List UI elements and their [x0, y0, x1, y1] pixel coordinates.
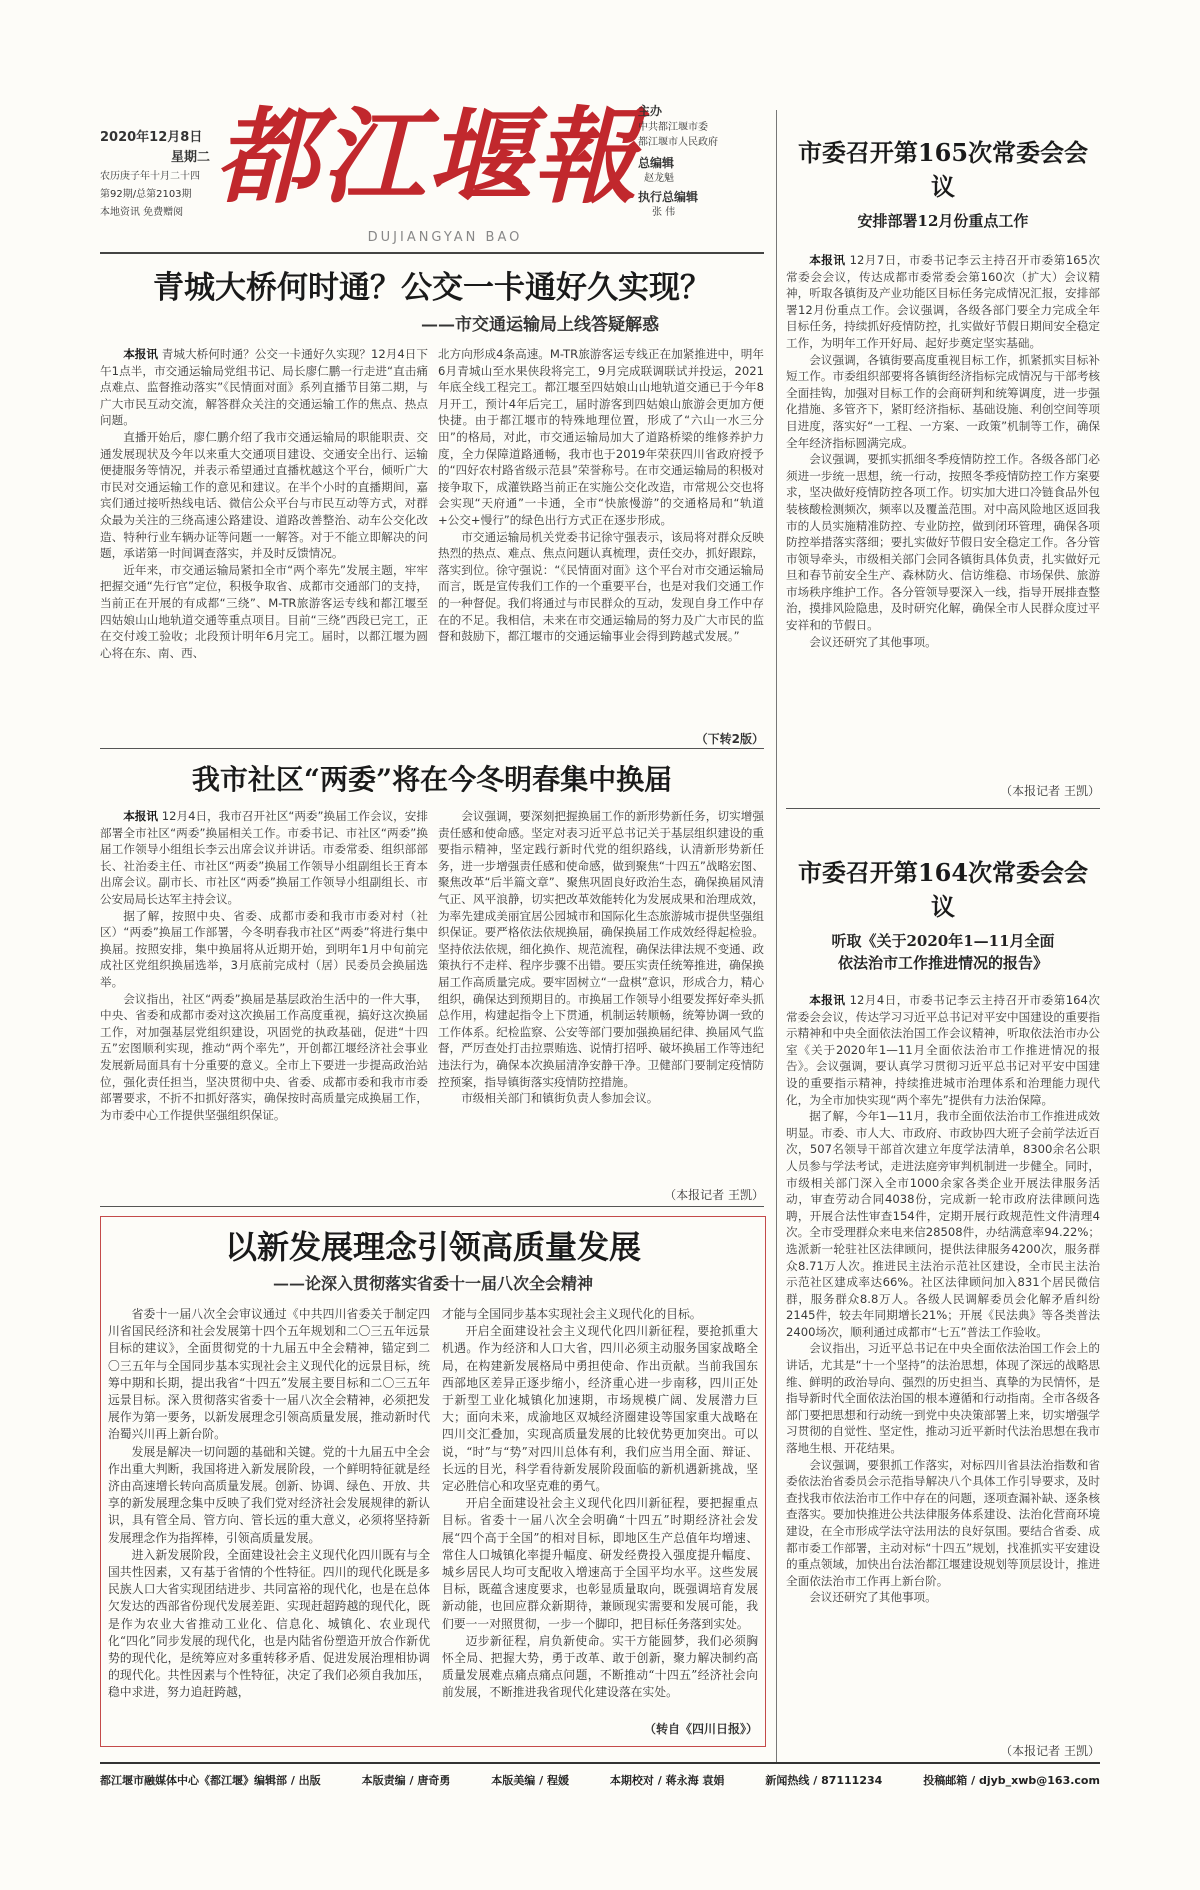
commentary-headline: 以新发展理念引领高质量发展 [224, 1228, 641, 1266]
footer-rule [100, 1762, 1100, 1764]
footer-editor: 本版责编 / 唐奇勇 [361, 1774, 451, 1787]
bridge-col-1: 本报讯 青城大桥何时通？公交一卡通好久实现？12月4日下午1点半，市交通运输局党组书记、局长廖仁鹏一行走进“直击痛点难点、监督推动落实”《民情面对面》系列直播节目第二期，与广大市民互动交流，解答群众关注的交通运输工作的焦点、热点问题。 直播开始后，廖仁鹏介绍了我市交通运输局的职能职责、交通发展现状及今年以来重大交通项目建设、交通安全出行、运输便捷服务等情况，并表示希望通过直播枕越这个平台，倾听广大市民对交通运输工作的意见和建议。在半个小时的直播期间，嘉宾们通过接听热线电话、微信公众平台与市民互动等方式，对群众最为关注的三绕高速公路建设、道路改善整治、动车公交化改造、特种行业车辆办证等问题一一解答。对于不能立即解决的问题，承诺第一时间调查落实，并及时反馈情况。 近年来，市交通运输局紧扣全市“两个率先”发展主题，牢牢把握交通“先行官”定位，积极争取省、成都市交通部门的支持，当前正在开展的有成都“三绕”、M-TR旅游客运专线和都江堰至四姑娘山山地轨道交通等重点项目。目前“三绕”西段已完工，正在交付竣工验收；北段预计明年6月完工。届时，以都江堰为圆心将在东、南、西、 [100, 347, 428, 660]
issue-lunar: 农历庚子年十月二十四 [100, 171, 200, 182]
exec-name: 张 伟 [652, 207, 676, 218]
law-byline: （本报记者 王凯） [1000, 1744, 1100, 1758]
community-byline: （本报记者 王凯） [664, 1188, 764, 1202]
council-lead: 本报讯 [809, 253, 846, 267]
exec-label: 执行总编辑 [638, 190, 699, 204]
issue-notice: 本地资讯 免费赠阅 [100, 207, 184, 218]
divider-right [786, 808, 1100, 809]
column-separator [776, 110, 777, 1762]
masthead-rule [100, 252, 764, 254]
bridge-lead: 本报讯 [123, 347, 159, 361]
commentary-subhead: ——论深入贯彻落实省委十一届八次全会精神 [272, 1274, 593, 1293]
footer [100, 1770, 1100, 1792]
council-body: 本报讯 12月7日，市委书记李云主持召开市委第165次常委会会议，传达成都市委常委会第160次（扩大）会议精神，听取各镇街及产业功能区目标任务完成情况汇报，安排部署12月份重点工作。会议强调，各级各部门要全力完成全年目标任务，持续抓好疫情防控，扎实做好节假日期间安全稳定工作，为明年工作开好局、起好步奠定坚实基础。 会议强调，各镇街要高度重视目标工作，抓紧抓实目标补短工作。市委组织部要将各镇街经济指标完成情况与干部考核全面挂钩，加强对目标工作的会商研判和统筹调度，进一步强化措施、多管齐下，紧盯经济指标、基础设施、利创空间等项目进度，落实好“一工程、一方案、一政策”机制等工作，确保全年经济指标圆满完成。 会议强调，要抓实抓细冬季疫情防控工作。各级各部门必须进一步统一思想，统一行动，按照冬季疫情防控工作方案要求，坚决做好疫情防控各项工作。切实加大进口冷链食品外包装核酸检测频次，频率以及覆盖范围。对中高风险地区返回我市的人员实施精准防控、专业防控，做到闭环管理，确保各项防控举措落实落细；要扎实做好节假日安全稳定工作。各分管市领导牵头，市级相关部门会同各镇街具体负责，扎实做好元旦和春节前安全生产、森林防火、信访维稳、市场保供、旅游市场秩序维护工作。各分管领导要深入一线，指导开展排查整治，摸排风险隐患，及时研究化解，确保全市人民群众度过平安祥和的节假日。 会议还研究了其他事项。 [786, 253, 1100, 649]
sponsor-label: 主办 [638, 104, 663, 118]
community-col-2: 会议强调，要深刻把握换届工作的新形势新任务，切实增强责任感和使命感。坚定对表习近平总书记关于基层组织建设的重要指示精神，坚定践行新时代党的组织路线，认清新形势新任务，进一步增强责任感和使命感，做到聚焦“十四五”战略宏图、聚焦改革“后半篇文章”、聚焦巩固良好政治生态，确保换届风清气正、风平浪静，切实把改革效能转化为发展成果和治理成效，为率先建成美丽宜居公园城市和国际化生态旅游城市提供坚强组织保证。要严格依法依规换届，确保换届工作成效经得起检验。坚持依法依规，细化换作、规范流程，确保法律法规不变通、政策执行不走样、程序步骤不出错。要压实责任统筹推进，确保换届工作高质量完成。要牢固树立“一盘棋”意识，形成合力，精心组织，确保达到预期目的。市换届工作领导小组要发挥好牵头抓总作用，构建起指令上下贯通，机制运转顺畅，统筹协调一致的工作体系。纪检监察、公安等部门要加强换届纪律、换届风气监督，严厉查处打击拉票贿选、说情打招呼、破坏换届工作等违纪违法行为，确保本次换届清净安静干净。卫健部门要制定疫情防控预案，指导镇街落实疫情防控措施。 市级相关部门和镇街负责人参加会议。 [438, 809, 764, 1106]
community-col-1: 本报讯 12月4日，我市召开社区“两委”换届工作会议，安排部署全市社区“两委”换届相关工作。市委书记、市社区“两委”换届工作领导小组组长李云出席会议并讲话。市委常委、组织部部长、社治委主任、市社区“两委”换届工作领导小组副组长王育本出席会议。副市长、市社区“两委”换届工作领导小组副组长、市公安局局长达军主持会议。 据了解，按照中央、省委、成都市委和我市市委对村（社区）“两委”换届工作部署，今冬明春我市社区“两委”将进行集中换届。按照安排，集中换届将从近期开始，到明年1月中旬前完成社区党组织换届选举，3月底前完成村（居）民委员会换届选举。 会议指出，社区“两委”换届是基层政治生活中的一件大事，中央、省委和成都市委对这次换届工作高度重视，搞好这次换届工作，对加强基层党组织建设，巩固党的执政基础，促进“十四五”宏图顺利实现，推动“两个率先”，开创都江堰经济社会事业发展新局面具有十分重要的意义。全市上下要进一步提高政治站位，强化责任担当，坚决贯彻中央、省委、成都市委和我市市委部署要求，不折不扣抓好落实，确保按时高质量完成换届工作，为市委中心工作提供坚强组织保证。 [100, 809, 428, 1122]
council-subhead: 安排部署12月份重点工作 [857, 212, 1029, 230]
commentary-col-1: 省委十一届八次全会审议通过《中共四川省委关于制定四川省国民经济和社会发展第十四个五年规划和二〇三五年远景目标的建议》，全面贯彻党的十九届五中全会精神，锚定到二〇三五年与全国同步基本实现社会主义现代化的远景目标，统筹中期和长期，提出我省“十四五”发展主要目标和二〇三五年远景目标。深入贯彻落实省委十一届八次全会精神，必须把发展作为第一要务，以新发展理念引领高质量发展，推动新时代治蜀兴川再上新台阶。 发展是解决一切问题的基础和关键。党的十九届五中全会作出重大判断，我国将进入新发展阶段，一个鲜明特征就是经济由高速增长转向高质量发展。创新、协调、绿色、开放、共享的新发展理念集中反映了我们党对经济社会发展规律的新认识，具有管全局、管方向、管长远的重大意义，必须将坚持新发展理念作为指挥棒，引领高质量发展。 进入新发展阶段，全面建设社会主义现代化四川既有与全国共性因素，又有基于省情的个性特征。四川的现代化既是多民族人口大省实现团结进步、共同富裕的现代化，也是在总体欠发达的西部省份现代发展差距、实现赶超跨越的现代化，既是作为农业大省推动工业化、信息化、城镇化、农业现代化“四化”同步发展的现代化，也是内陆省份塑造开放合作新优势的现代化，是统筹应对多重转移矛盾、促进发展治理相协调的现代化。共性因素与个性特征，决定了我们必须自我加压，稳中求进，努力追赶跨越， [108, 1307, 430, 1700]
council-byline: （本报记者 王凯） [1000, 784, 1100, 798]
chief-name: 赵龙魁 [644, 173, 674, 184]
newspaper-pinyin: DUJIANGYAN BAO [367, 230, 523, 245]
divider-2 [100, 1206, 764, 1207]
law-subhead-1: 听取《关于2020年1—11月全面 [831, 932, 1055, 950]
issue-weekday: 星期二 [170, 150, 210, 165]
footer-hotline: 新闻热线 / 87111234 [765, 1774, 883, 1787]
community-lead: 本报讯 [123, 809, 159, 823]
sponsor-2: 都江堰市人民政府 [638, 137, 718, 148]
sponsor-1: 中共都江堰市委 [638, 122, 708, 133]
footer-designer: 本版美编 / 程媛 [491, 1774, 569, 1787]
law-subhead-2: 依法治市工作推进情况的报告》 [837, 954, 1048, 972]
law-body: 本报讯 12月4日，市委书记李云主持召开市委第164次常委会会议，传达学习习近平总书记对平安中国建设的重要指示精神和中央全面依法治国工作会议精神，听取依法治市办公室《关于2020年1—11月全面依法治市工作推进情况的报告》。会议强调，要认真学习贯彻习近平总书记对平安中国建设的重要指示精神，持续推进城市治理体系和治理能力现代化，为全市加快实现“两个率先”提供有力法治保障。 据了解，今年1—11月，我市全面依法治市工作推进成效明显。市委、市人大、市政府、市政协四大班子会前学法近百次，507名领导干部首次建立年度学法清单，8300余名公职人员参与学法考试，走进法庭旁审判机制进一步健全。同时，市级相关部门深入全市1000余家各类企业开展法律服务活动，审查劳动合同4038份，完成新一轮市政府法律顾问选聘，开展合法性审查154件，定期开展行政规范性文件清理4次。全市受理群众来电来信28508件，办结满意率94.22%；选派新一轮驻社区法律顾问，提供法律服务4200次，服务群众8.71万人次。推进民主法治示范社区建设，全市民主法治示范社区建成率达66%。社区法律顾问加入831个居民微信群，服务群众8.8万人。各级人民调解委员会化解矛盾纠纷2145件，较去年同期增长21%；开展《民法典》等各类普法2400场次，顺利通过成都市“七五”普法工作验收。 会议指出，习近平总书记在中央全面依法治国工作会上的讲话，尤其是“十一个坚持”的法治思想，体现了深远的战略思维、鲜明的政治导向、强烈的历史担当、真挚的为民情怀，是指导新时代全面依法治国的根本遵循和行动指南。全市各级各部门要把思想和行动统一到党中央决策部署上来，切实增强学习贯彻的自觉性、坚定性，推动习近平新时代法治思想在我市落地生根、开花结果。 会议强调，要狠抓工作落实，对标四川省县法治指数和省委依法治省委员会示范指导解决八个具体工作引导要求，及时查找我市依法治市工作中存在的问题，逐项查漏补缺、逐条核查落实。要加快推进公共法律服务体系建设、法治化营商环境建设，在全市形成学法守法用法的良好氛围。要结合省委、成都市委工作部署，主动对标“十四五”规划，找准抓实平安建设的重点领域，加快出台法治都江堰建设规划等顶层设计，推进全面依法治市工作再上新台阶。 会议还研究了其他事项。 [786, 993, 1100, 1605]
law-lead: 本报讯 [809, 993, 846, 1007]
law-headline: 市委召开第164次常委会会议 [797, 858, 1089, 921]
issue-date: 2020年12月8日 [100, 130, 203, 145]
newspaper-logo: 都江堰報 [215, 95, 640, 218]
council-headline: 市委召开第165次常委会会议 [797, 138, 1089, 201]
publisher-info [638, 102, 778, 220]
bridge-jump: （下转2版） [695, 732, 764, 746]
bridge-col-2: 北方向形成4条高速。M-TR旅游客运专线正在加紧推进中，明年6月青城山至水果侠段将完工，9月完成联调联试并投运，2021年底全线工程完工。都江堰至四姑娘山山地轨道交通已于今年8月开工，预计4年后完工，届时游客到四姑娘山旅游会更加方便快捷。由于都江堰市的特殊地理位置，形成了“六山一水三分田”的格局，对此，市交通运输局加大了道路桥梁的维修养护力度，全力保障道路通畅，我市也于2019年荣获四川省政府授予的“四好农村路省级示范县”荣誉称号。在市交通运输局的积极对接争取下，成灌铁路当前正在实施公交化改造，市常规公交也将会实现“天府通”一卡通，全市“快旅慢游”的交通格局和“轨道+公交+慢行”的绿色出行方式正在逐步形成。 市交通运输局机关党委书记徐守强表示，该局将对群众反映热烈的热点、难点、焦点问题认真梳理，责任交办，抓好跟踪，落实到位。徐守强说：“《民情面对面》这个平台对市交通运输局而言，既是宣传我们工作的一个重要平台，也是对我们交通工作的一种督促。我们将通过与市民群众的互动，发现自身工作中存在的不足。我相信，未来在市交通运输局的努力及广大市民的监督和鼓励下，都江堰市的交通运输事业会得到跨越式发展。” [438, 347, 764, 644]
commentary-source: （转自《四川日报》） [643, 1722, 758, 1736]
issue-number: 第92期/总第2103期 [100, 189, 192, 200]
bridge-headline: 青城大桥何时通？公交一卡通好久实现？ [153, 270, 711, 306]
issue-info [100, 128, 210, 222]
bridge-subhead: ——市交通运输局上线答疑解惑 [421, 315, 659, 335]
footer-proofreader: 本期校对 / 蒋永海 袁娟 [609, 1774, 725, 1787]
divider-1 [100, 748, 764, 749]
commentary-col-2: 才能与全国同步基本实现社会主义现代化的目标。 开启全面建设社会主义现代化四川新征程，要抢抓重大机遇。作为经济和人口大省，四川必须主动服务国家战略全局，在构建新发展格局中勇担使命、作出贡献。当前我国东西部地区差异正逐步缩小，经济重心进一步南移，四川正处于新型工业化城镇化加速期，市场规模广阔、发展潜力巨大；面向未来，成渝地区双城经济圈建设等国家重大战略在四川交汇叠加，实现高质量发展的比较优势更加突出。可以说，“时”与“势”对四川总体有利，我们应当用全面、辩证、长远的目光，科学看待新发展阶段面临的新机遇新挑战，坚定必胜信心和攻坚克难的勇气。 开启全面建设社会主义现代化四川新征程，要把握重点目标。省委十一届八次全会明确“十四五”时期经济社会发展“四个高于全国”的相对目标，即地区生产总值年均增速、常住人口城镇化率提升幅度、研发经费投入强度提升幅度、城乡居民人均可支配收入增速高于全国平均水平。这些发展目标，既蕴含速度要求，也彰显质量取向，既强调培育发展新动能，也回应群众新期待，兼顾现实需要和发展可能，我们要一一对照贯彻，一步一个脚印，把目标任务落到实处。 迈步新征程，肩负新使命。实干方能圆梦，我们必须胸怀全局、把握大势，勇于改革、敢于创新，聚力解决制约高质量发展难点痛点痛点问题，不断推动“十四五”经济社会向前发展，不断推进我省现代化建设落在实处。 [442, 1307, 758, 1700]
chief-label: 总编辑 [638, 156, 675, 170]
community-headline: 我市社区“两委”将在今冬明春集中换届 [191, 763, 673, 796]
footer-publisher: 都江堰市融媒体中心《都江堰》编辑部 / 出版 [100, 1774, 321, 1787]
footer-email[interactable]: 投稿邮箱 / djyb_xwb@163.com [923, 1774, 1100, 1787]
